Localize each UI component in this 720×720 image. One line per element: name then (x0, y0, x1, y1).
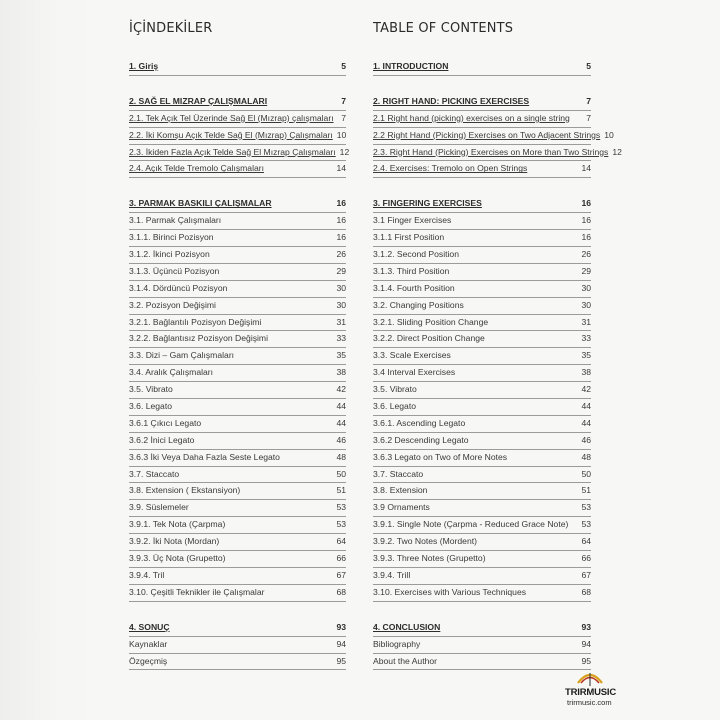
english-toc-heading: TABLE OF CONTENTS (373, 20, 514, 36)
toc-entry-page-number: 16 (581, 198, 591, 209)
toc-entry-page-number: 44 (581, 401, 591, 412)
toc-entry-row (129, 416, 346, 433)
toc-entry-title: 3.2.2. Bağlantısız Pozisyon Değişimi (129, 333, 268, 344)
toc-section-heading-row (373, 620, 591, 637)
toc-entry-title: 2.1. Tek Açık Tel Üzerinde Sağ El (Mızrap) çalışmaları (129, 112, 334, 123)
toc-entry-page-number: 35 (336, 350, 346, 361)
toc-section (373, 94, 622, 178)
toc-entry-page-number: 42 (336, 384, 346, 395)
toc-section-heading-row (129, 196, 346, 213)
toc-entry-row (129, 365, 346, 382)
toc-entry-page-number: 30 (336, 299, 346, 310)
toc-entry-title: 3. FINGERING EXERCISES (373, 198, 482, 209)
toc-entry-title: 3.9.3. Üç Nota (Grupetto) (129, 553, 226, 564)
toc-entry-title: About the Author (373, 655, 438, 666)
toc-entry-title: 3.2.1. Bağlantılı Pozisyon Değişimi (129, 316, 262, 327)
toc-entry-title: 3.3. Dizi – Gam Çalışmaları (129, 350, 235, 361)
toc-entry-title: 3.1.3. Üçüncü Pozisyon (129, 265, 220, 276)
toc-entry-title: 3.6.1 Çıkıcı Legato (129, 417, 202, 428)
toc-entry-title: 2.3. İkiden Fazla Açık Telde Sağ El Mızrap Çalışmaları (129, 146, 336, 157)
toc-entry-page-number: 38 (336, 367, 346, 378)
toc-entry-title: 2.2 Right Hand (Picking) Exercises on Two Adjacent Strings (373, 129, 601, 140)
toc-entry-page-number: 48 (336, 451, 346, 462)
toc-entry-row (129, 298, 346, 315)
toc-entry-page-number: 44 (581, 417, 591, 428)
toc-entry-row (373, 585, 591, 602)
toc-section (373, 59, 591, 76)
toc-entry-title: 2.4. Açık Telde Tremolo Çalışmaları (129, 163, 265, 174)
toc-entry-page-number: 35 (581, 350, 591, 361)
toc-entry-row (129, 348, 346, 365)
toc-entry-page-number: 5 (586, 61, 591, 71)
toc-entry-title: Bibliography (373, 638, 421, 649)
toc-entry-page-number: 14 (336, 163, 346, 174)
toc-entry-title: 3.1. Parmak Çalışmaları (129, 215, 222, 226)
toc-entry-title: 3.1.4. Dördüncü Pozisyon (129, 282, 228, 293)
toc-entry-title: 3.8. Extension (373, 485, 428, 496)
toc-entry-row (373, 517, 591, 534)
toc-entry-page-number: 26 (336, 249, 346, 260)
toc-entry-page-number: 46 (336, 434, 346, 445)
toc-section-heading-row (129, 94, 346, 111)
toc-entry-title: 4. SONUÇ (129, 621, 170, 632)
toc-entry-title: 3.7. Staccato (129, 468, 180, 479)
toc-entry-row (129, 654, 346, 671)
toc-entry-page-number: 64 (581, 536, 591, 547)
toc-entry-page-number: 51 (581, 485, 591, 496)
toc-entry-row (129, 467, 346, 484)
toc-entry-page-number: 67 (336, 569, 346, 580)
toc-entry-title: 3.2. Pozisyon Değişimi (129, 299, 216, 310)
toc-entry-row (373, 315, 591, 332)
toc-entry-page-number: 33 (581, 333, 591, 344)
toc-entry-row (129, 281, 346, 298)
toc-entry-page-number: 7 (341, 95, 346, 106)
toc-entry-row (373, 551, 591, 568)
toc-entry-row (373, 450, 591, 467)
toc-entry-row (129, 145, 350, 162)
toc-entry-title: 2.1 Right hand (picking) exercises on a single string (373, 112, 570, 123)
toc-entry-page-number: 53 (336, 502, 346, 513)
toc-entry-title: 3.6.1. Ascending Legato (373, 417, 466, 428)
toc-entry-page-number: 46 (581, 434, 591, 445)
toc-entry-row (129, 551, 346, 568)
toc-entry-title: 2.4. Exercises: Tremolo on Open Strings (373, 163, 528, 174)
toc-entry-page-number: 44 (336, 401, 346, 412)
toc-entry-title: 3.9. Süslemeler (129, 502, 189, 513)
toc-entry-row (373, 365, 591, 382)
toc-entry-page-number: 94 (581, 638, 591, 649)
toc-entry-page-number: 44 (336, 417, 346, 428)
toc-entry-page-number: 12 (339, 146, 350, 157)
turkish-toc-sections (129, 59, 350, 670)
toc-entry-title: Kaynaklar (129, 638, 168, 649)
toc-entry-page-number: 67 (581, 569, 591, 580)
toc-entry-page-number: 33 (336, 333, 346, 344)
toc-entry-title: 3.7. Staccato (373, 468, 424, 479)
toc-entry-page-number: 42 (581, 384, 591, 395)
toc-entry-row (129, 111, 346, 128)
toc-entry-title: 3.1.4. Fourth Position (373, 282, 455, 293)
toc-entry-page-number: 10 (336, 129, 347, 140)
toc-entry-page-number: 7 (586, 95, 591, 106)
toc-section-heading-row (129, 620, 346, 637)
toc-entry-row (373, 281, 591, 298)
toc-entry-row (129, 128, 346, 145)
toc-entry-page-number: 66 (581, 553, 591, 564)
toc-entry-page-number: 16 (336, 232, 346, 243)
toc-section-heading-row (373, 59, 591, 76)
toc-entry-page-number: 93 (336, 621, 346, 632)
publisher-logo-url: trirmusic.com (567, 698, 612, 707)
toc-section (129, 620, 346, 671)
toc-entry-row (373, 399, 591, 416)
toc-entry-title: 3.6.2 İnici Legato (129, 434, 195, 445)
toc-entry-title: 3.1 Finger Exercises (373, 215, 452, 226)
toc-entry-row (129, 399, 346, 416)
toc-entry-row (129, 315, 346, 332)
turkish-toc-heading: İÇİNDEKİLER (129, 20, 213, 36)
toc-section-heading-row (373, 94, 591, 111)
toc-entry-row (373, 145, 622, 162)
toc-section (129, 59, 346, 76)
toc-entry-title: 3.10. Çeşitli Teknikler ile Çalışmalar (129, 586, 265, 597)
toc-entry-title: 2.3. Right Hand (Picking) Exercises on More than Two Strings (373, 146, 609, 157)
toc-entry-row (129, 161, 346, 178)
toc-entry-row (373, 348, 591, 365)
toc-entry-row (373, 111, 591, 128)
toc-entry-page-number: 7 (586, 112, 591, 123)
toc-entry-row (373, 128, 614, 145)
toc-entry-title: 3.6.3 İki Veya Daha Fazla Seste Legato (129, 451, 280, 462)
toc-entry-row (373, 230, 591, 247)
toc-entry-title: 3.1.2. İkinci Pozisyon (129, 249, 210, 260)
toc-entry-row (373, 416, 591, 433)
toc-entry-page-number: 30 (581, 282, 591, 293)
toc-entry-page-number: 50 (581, 468, 591, 479)
toc-entry-title: 2. RIGHT HAND: PICKING EXERCISES (373, 95, 530, 106)
toc-entry-row (373, 382, 591, 399)
toc-entry-page-number: 16 (581, 232, 591, 243)
toc-section (373, 620, 591, 671)
toc-entry-row (373, 213, 591, 230)
toc-entry-title: 3.2.2. Direct Position Change (373, 333, 485, 344)
english-toc-sections (373, 59, 622, 670)
toc-entry-row (373, 483, 591, 500)
toc-entry-title: 2. SAĞ EL MIZRAP ÇALIŞMALARI (129, 95, 268, 106)
toc-entry-title: 3.9.1. Single Note (Çarpma - Reduced Grace Note) (373, 519, 569, 530)
toc-entry-row (373, 298, 591, 315)
toc-entry-title: 3.5. Vibrato (129, 384, 173, 395)
toc-entry-page-number: 31 (581, 316, 591, 327)
toc-entry-page-number: 16 (336, 198, 346, 209)
page-spine-shadow (0, 0, 100, 720)
toc-section (129, 196, 346, 601)
toc-section-heading-row (129, 59, 346, 76)
toc-entry-page-number: 30 (336, 282, 346, 293)
toc-entry-row (129, 433, 346, 450)
toc-entry-row (129, 534, 346, 551)
toc-entry-row (129, 247, 346, 264)
toc-entry-page-number: 51 (336, 485, 346, 496)
toc-entry-page-number: 14 (581, 163, 591, 174)
toc-entry-page-number: 29 (581, 265, 591, 276)
toc-entry-title: 3.5. Vibrato (373, 384, 417, 395)
toc-entry-row (373, 247, 591, 264)
toc-entry-row (373, 637, 591, 654)
toc-entry-row (373, 331, 591, 348)
toc-section (129, 94, 350, 178)
toc-entry-title: 3.3. Scale Exercises (373, 350, 451, 361)
toc-entry-page-number: 53 (581, 519, 591, 530)
toc-entry-page-number: 16 (581, 215, 591, 226)
toc-entry-page-number: 16 (336, 215, 346, 226)
publisher-logo-name: TRIRMUSIC (565, 687, 616, 698)
toc-entry-page-number: 95 (581, 655, 591, 666)
toc-entry-page-number: 30 (581, 299, 591, 310)
toc-entry-page-number: 5 (341, 61, 346, 71)
toc-entry-row (129, 382, 346, 399)
toc-entry-title: 3.9.3. Three Notes (Grupetto) (373, 553, 486, 564)
toc-entry-title: 3. PARMAK BASKILI ÇALIŞMALAR (129, 198, 272, 209)
toc-entry-title: 3.6.2 Descending Legato (373, 434, 469, 445)
toc-entry-title: 3.9.2. Two Notes (Mordent) (373, 536, 477, 547)
toc-entry-title: 3.9.1. Tek Nota (Çarpma) (129, 519, 226, 530)
toc-entry-title: 3.9.2. İki Nota (Mordan) (129, 536, 220, 547)
toc-entry-row (129, 500, 346, 517)
toc-entry-row (373, 654, 591, 671)
toc-entry-page-number: 50 (336, 468, 346, 479)
toc-section (373, 196, 591, 601)
umbrella-icon (575, 667, 605, 687)
toc-entry-title: 3.4. Aralık Çalışmaları (129, 367, 214, 378)
toc-entry-row (129, 585, 346, 602)
toc-entry-title: 3.9 Ornaments (373, 502, 430, 513)
toc-entry-title: 3.9.4. Trill (373, 569, 411, 580)
toc-entry-page-number: 93 (581, 621, 591, 632)
toc-entry-row (373, 568, 591, 585)
toc-entry-page-number: 94 (336, 638, 346, 649)
toc-entry-row (373, 433, 591, 450)
toc-entry-row (129, 230, 346, 247)
toc-entry-row (129, 637, 346, 654)
toc-entry-title: 3.6.3 Legato on Two of More Notes (373, 451, 508, 462)
toc-entry-title: 3.8. Extension ( Ekstansiyon) (129, 485, 241, 496)
toc-entry-title: 4. CONCLUSION (373, 621, 441, 632)
toc-entry-row (129, 264, 346, 281)
toc-entry-title: 3.2. Changing Positions (373, 299, 464, 310)
toc-entry-title: 3.2.1. Sliding Position Change (373, 316, 489, 327)
toc-entry-title: 3.6. Legato (129, 401, 173, 412)
toc-entry-page-number: 68 (336, 586, 346, 597)
toc-entry-page-number: 95 (336, 655, 346, 666)
toc-entry-row (373, 467, 591, 484)
toc-entry-row (129, 213, 346, 230)
toc-entry-page-number: 66 (336, 553, 346, 564)
toc-entry-title: 3.9.4. Tril (129, 569, 165, 580)
turkish-toc-column (129, 18, 350, 688)
toc-entry-page-number: 26 (581, 249, 591, 260)
publisher-logo (565, 667, 635, 711)
toc-entry-title: 1. INTRODUCTION (373, 61, 449, 71)
toc-entry-row (129, 450, 346, 467)
toc-entry-row (129, 568, 346, 585)
toc-entry-row (373, 534, 591, 551)
toc-entry-row (373, 500, 591, 517)
toc-entry-title: 2.2. İki Komşu Açık Telde Sağ El (Mızrap) Çalışmaları (129, 129, 333, 140)
toc-entry-row (373, 264, 591, 281)
toc-entry-title: 3.6. Legato (373, 401, 417, 412)
toc-entry-title: 3.4 Interval Exercises (373, 367, 456, 378)
toc-entry-page-number: 64 (336, 536, 346, 547)
toc-entry-page-number: 38 (581, 367, 591, 378)
toc-entry-title: Özgeçmiş (129, 655, 168, 666)
toc-entry-title: 3.1.1. Birinci Pozisyon (129, 232, 214, 243)
toc-entry-title: 3.1.3. Third Position (373, 265, 450, 276)
toc-entry-page-number: 10 (604, 129, 614, 140)
toc-section-heading-row (373, 196, 591, 213)
toc-entry-page-number: 53 (581, 502, 591, 513)
toc-entry-page-number: 68 (581, 586, 591, 597)
toc-entry-page-number: 12 (612, 146, 622, 157)
toc-entry-row (129, 517, 346, 534)
toc-entry-page-number: 53 (336, 519, 346, 530)
toc-entry-row (129, 331, 346, 348)
toc-entry-page-number: 7 (341, 112, 346, 123)
english-toc-column (373, 18, 622, 688)
toc-entry-row (373, 161, 591, 178)
toc-entry-page-number: 48 (581, 451, 591, 462)
toc-entry-title: 3.1.1 First Position (373, 232, 445, 243)
toc-entry-page-number: 29 (336, 265, 346, 276)
toc-entry-page-number: 31 (336, 316, 346, 327)
toc-entry-title: 3.10. Exercises with Various Techniques (373, 586, 527, 597)
toc-entry-row (129, 483, 346, 500)
toc-entry-title: 1. Giriş (129, 61, 159, 71)
toc-entry-title: 3.1.2. Second Position (373, 249, 459, 260)
